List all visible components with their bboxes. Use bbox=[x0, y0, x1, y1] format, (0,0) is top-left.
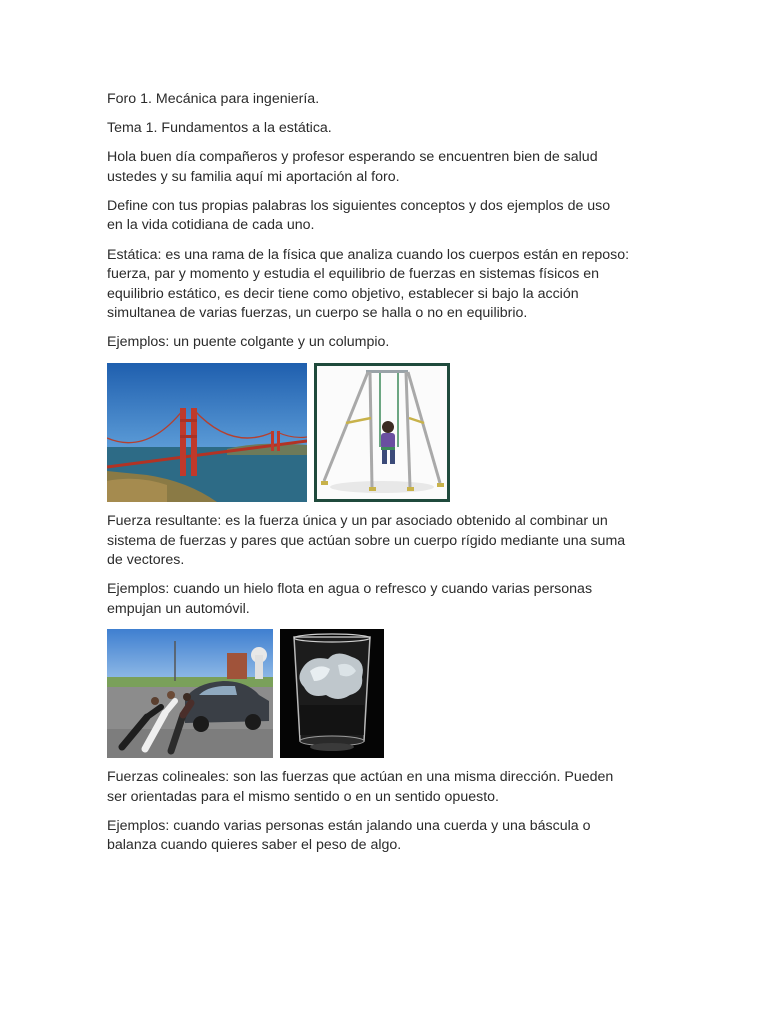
bridge-photo bbox=[107, 363, 307, 502]
swing-photo bbox=[314, 363, 450, 502]
forum-title: Foro 1. Mecánica para ingeniería. bbox=[107, 91, 320, 107]
car-push-photo bbox=[107, 629, 273, 758]
statics-image-row bbox=[107, 363, 667, 502]
resultant-examples: Ejemplos: cuando un hielo flota en agua o refresco y cuando varias personas empujan un automóvil. bbox=[107, 581, 593, 617]
topic-title: Tema 1. Fundamentos a la estática. bbox=[107, 120, 332, 137]
collinear-definition: Fuerzas colineales: son las fuerzas que actúan en una misma dirección. Pueden ser orientadas para el mismo sentido o en un sentido opuesto. bbox=[107, 769, 614, 805]
resultant-image-row bbox=[107, 629, 667, 758]
ice-glass-photo bbox=[280, 629, 384, 758]
instruction-paragraph: Define con tus propias palabras los siguientes conceptos y dos ejemplos de uso en la vida cotidiana de cada uno. bbox=[107, 197, 611, 234]
collinear-examples: Ejemplos: cuando varias personas están jalando una cuerda y una báscula o balanza cuando quieres saber el peso de algo. bbox=[107, 817, 591, 854]
greeting-paragraph: Hola buen día compañeros y profesor esperando se encuentren bien de salud ustedes y su familia aquí mi aportación al foro. bbox=[107, 149, 598, 185]
statics-examples: Ejemplos: un puente colgante y un columpio. bbox=[107, 334, 390, 351]
resultant-definition: Fuerza resultante: es la fuerza única y un par asociado obtenido al combinar un sistema de fuerzas y pares que actúan sobre un cuerpo rígido mediante una suma de vectores. bbox=[107, 513, 626, 569]
document-body bbox=[107, 90, 667, 865]
statics-definition: Estática: es una rama de la física que analiza cuando los cuerpos están en reposo: fuerza, par y momento y estudia el equilibrio de fuerzas en sistemas físicos en equilibrio estático, es decir tiene como objetivo, establecer si bajo la acción simultanea de varias fuerzas, un cuerpo se halla o no en equilibrio. bbox=[107, 246, 630, 322]
